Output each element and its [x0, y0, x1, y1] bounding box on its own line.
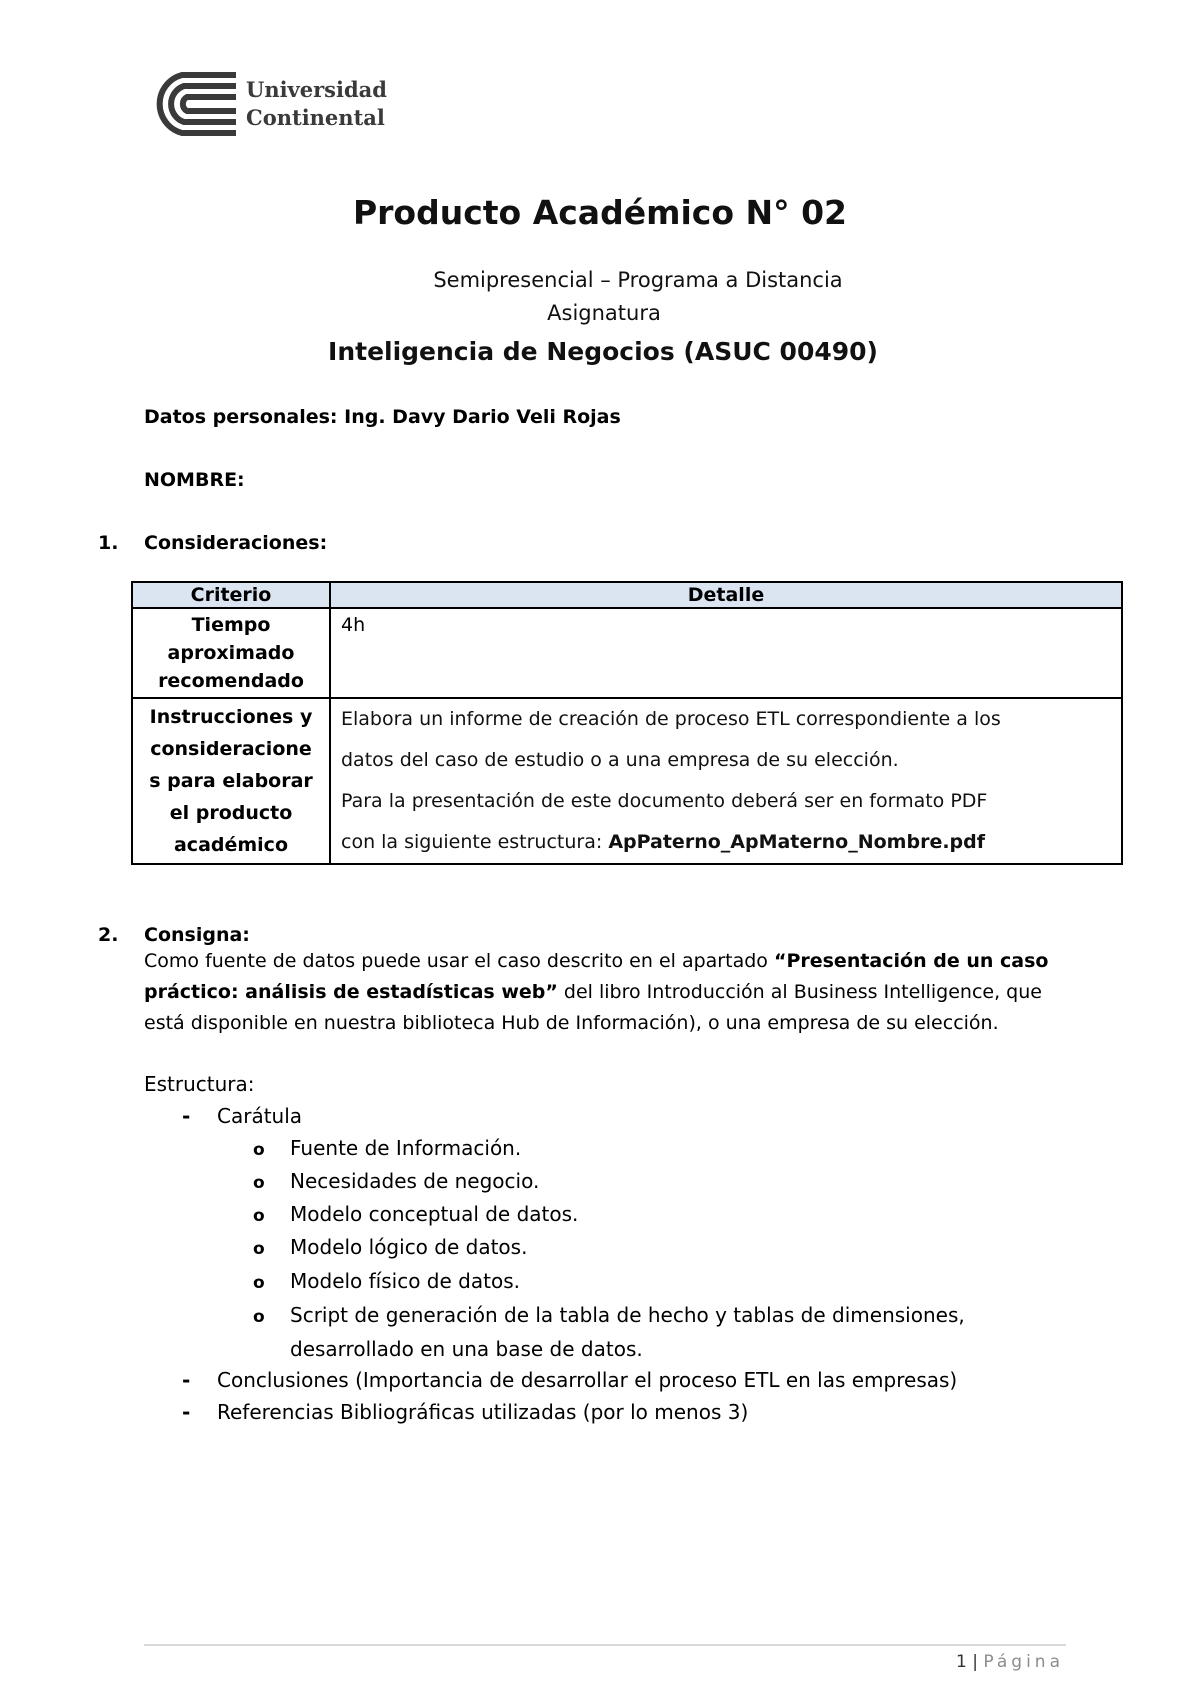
- o-bullet: o: [253, 1273, 265, 1293]
- paragraph-bold-text: “Presentación de un caso práctico: análisis de estadísticas web”: [144, 950, 1049, 1003]
- structure-label: Estructura:: [144, 1072, 255, 1096]
- modality: Semipresencial – Programa a Distancia: [433, 268, 843, 292]
- criterion-line: Instrucciones y: [149, 706, 313, 728]
- document-title: Producto Académico N° 02: [352, 193, 848, 232]
- criterion-line: consideracione: [150, 738, 312, 760]
- criterion-line: académico: [173, 834, 289, 856]
- detail-cell: 4h: [330, 608, 1122, 698]
- list-item-continuation: desarrollado en una base de datos.: [290, 1337, 643, 1361]
- detail-line: [341, 822, 1111, 863]
- section-2-title: Consigna:: [144, 924, 250, 946]
- logo-text: [246, 76, 387, 132]
- o-bullet: o: [253, 1307, 265, 1327]
- list-item-conclusiones: Conclusiones (Importancia de desarrollar el proceso ETL en las empresas): [217, 1368, 958, 1392]
- o-bullet: o: [253, 1173, 265, 1193]
- footer-separator: |: [972, 1652, 978, 1672]
- name-label: NOMBRE:: [144, 469, 245, 491]
- criterion-line: el producto: [169, 802, 293, 824]
- logo-line-1: Universidad: [246, 77, 387, 102]
- dash-bullet: -: [182, 1368, 191, 1392]
- list-item: Modelo físico de datos.: [290, 1269, 520, 1293]
- criteria-table: [131, 581, 1123, 865]
- subject-title: Inteligencia de Negocios (ASUC 00490): [328, 337, 878, 366]
- detail-cell: [330, 698, 1122, 864]
- page-word: Página: [983, 1652, 1064, 1672]
- page-number: 1: [956, 1652, 967, 1672]
- university-logo: [142, 70, 387, 138]
- subject-label: Asignatura: [547, 301, 661, 325]
- file-name-format: ApPaterno_ApMaterno_Nombre.pdf: [608, 831, 986, 853]
- detail-line: datos del caso de estudio o a una empresa de su elección.: [341, 749, 899, 771]
- list-item: Modelo conceptual de datos.: [290, 1202, 579, 1226]
- criterion-cell: [132, 698, 330, 864]
- list-item: Modelo lógico de datos.: [290, 1235, 528, 1259]
- paragraph-text: del libro Introducción al Business Intelligence, que está disponible en nuestra biblioteca Hub de Información), o una empresa de su elección.: [144, 981, 1042, 1034]
- list-item: Script de generación de la tabla de hecho y tablas de dimensiones,: [290, 1303, 965, 1327]
- o-bullet: o: [253, 1206, 265, 1226]
- list-item-referencias: Referencias Bibliográficas utilizadas (por lo menos 3): [217, 1400, 749, 1424]
- personal-data: Datos personales: Ing. Davy Dario Veli Rojas: [144, 406, 621, 428]
- table-header-row: [132, 582, 1122, 608]
- page-footer: [956, 1652, 1064, 1672]
- criterion-line: s para elaborar: [149, 770, 313, 792]
- list-item-caratula: Carátula: [217, 1104, 303, 1128]
- logo-line-2: Continental: [246, 105, 385, 130]
- header-criterio: Criterio: [132, 582, 330, 608]
- paragraph-text: Como fuente de datos puede usar el caso descrito en el apartado: [144, 950, 774, 972]
- o-bullet: o: [253, 1140, 265, 1160]
- detail-line: Para la presentación de este documento deberá ser en formato PDF: [341, 790, 988, 812]
- dash-bullet: -: [182, 1400, 191, 1424]
- list-item: Necesidades de negocio.: [290, 1169, 540, 1193]
- footer-divider: [144, 1644, 1066, 1646]
- consigna-paragraph: [144, 946, 1084, 1039]
- header-detalle: Detalle: [330, 582, 1122, 608]
- dash-bullet: -: [182, 1104, 191, 1128]
- continental-logo-icon: [142, 70, 238, 138]
- section-1-number: 1.: [98, 532, 119, 554]
- table-row: [132, 608, 1122, 698]
- o-bullet: o: [253, 1239, 265, 1259]
- list-item: Fuente de Información.: [290, 1136, 522, 1160]
- section-1-title: Consideraciones:: [144, 532, 328, 554]
- section-2-number: 2.: [98, 924, 119, 946]
- detail-line: Elabora un informe de creación de proceso ETL correspondiente a los: [341, 708, 1001, 730]
- table-row: [132, 698, 1122, 864]
- detail-text: con la siguiente estructura:: [341, 831, 609, 853]
- criterion-cell: Tiempo aproximado recomendado: [132, 608, 330, 698]
